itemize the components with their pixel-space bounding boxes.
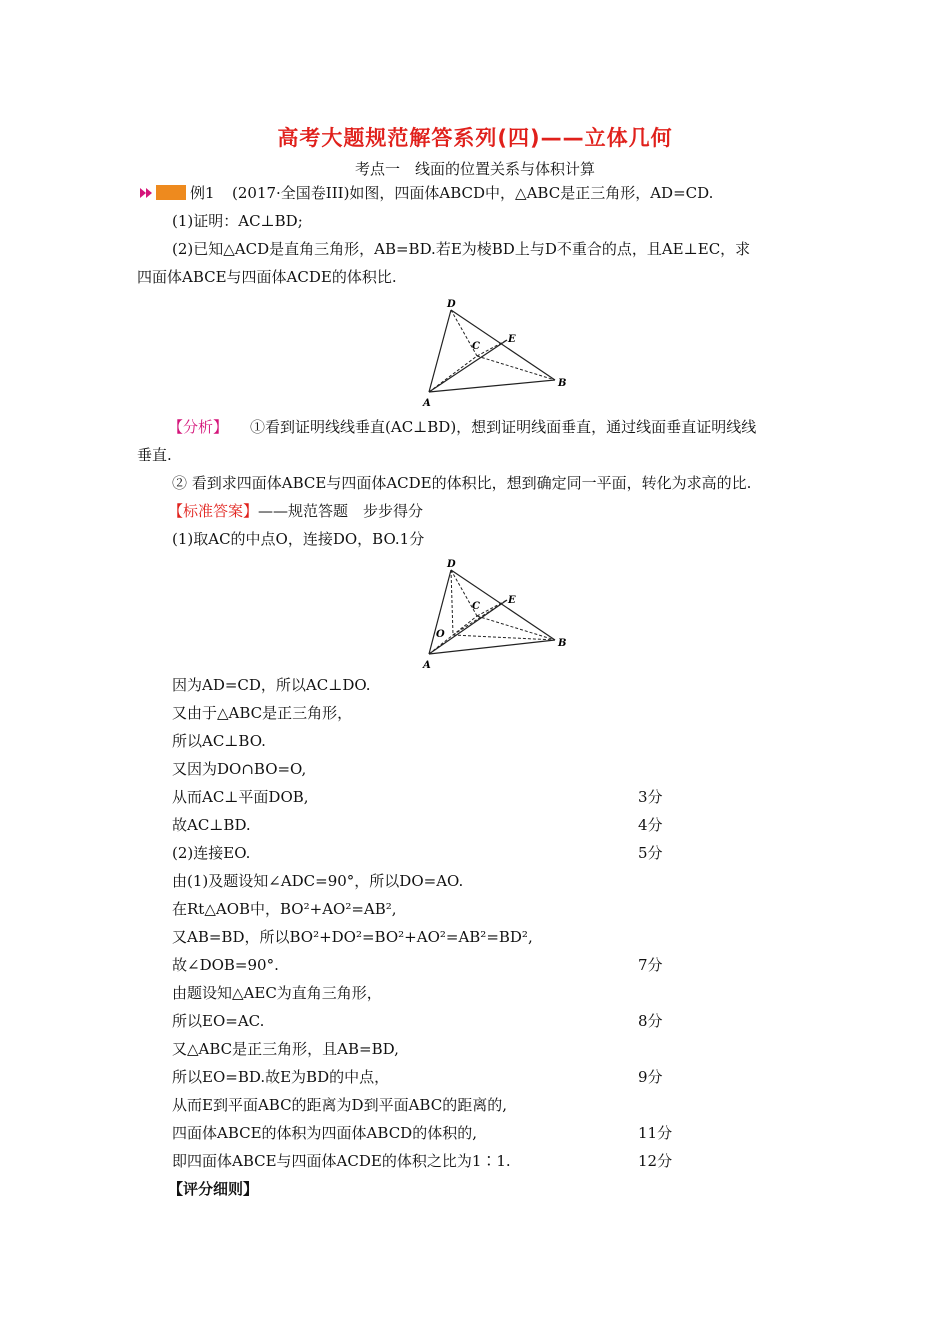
proof-line: 所以EO=BD.故E为BD的中点， <box>172 1068 390 1086</box>
score-label: 3分 <box>638 788 663 806</box>
section-subtitle: 考点一 线面的位置关系与体积计算 <box>354 160 595 178</box>
analysis-line1 <box>168 416 756 438</box>
score-label: 9分 <box>638 1068 663 1086</box>
scoring-details-heading: 【评分细则】 <box>168 1180 259 1198</box>
label-c: C <box>472 601 480 612</box>
label-o: O <box>436 629 445 640</box>
label-e: E <box>508 595 516 606</box>
label-a: A <box>423 398 431 409</box>
tetrahedron-figure-2 <box>410 556 580 672</box>
proof-line: 又由于△ABC是正三角形， <box>172 704 353 722</box>
analysis-line2: 垂直. <box>137 446 172 464</box>
proof-line: 即四面体ABCE与四面体ACDE的体积之比为1∶1. <box>172 1152 511 1170</box>
label-b: B <box>558 378 567 389</box>
proof-line: (2)连接EO. <box>172 844 251 862</box>
score-label: 5分 <box>638 844 663 862</box>
label-e: E <box>508 334 516 345</box>
proof-line: 四面体ABCE的体积为四面体ABCD的体积的, <box>172 1124 477 1142</box>
score-label: 7分 <box>638 956 663 974</box>
answer-header <box>168 500 423 522</box>
proof-line: 又△ABC是正三角形，且AB=BD, <box>172 1040 399 1058</box>
proof-line: 在Rt△AOB中，BO²+AO²=AB², <box>172 900 397 918</box>
proof-line: 所以AC⊥BO. <box>172 732 266 750</box>
example-tag-box <box>156 185 186 200</box>
answer-step-1: (1)取AC的中点O，连接DO，BO.1分 <box>172 530 425 548</box>
score-label: 4分 <box>638 816 663 834</box>
answer-tag-suffix: ——规范答题 步步得分 <box>258 502 424 520</box>
label-d: D <box>447 299 456 310</box>
proof-line: 又AB=BD，所以BO²+DO²=BO²+AO²=AB²=BD², <box>172 928 533 946</box>
tetrahedron-figure-1 <box>410 296 580 412</box>
proof-line: 因为AD=CD，所以AC⊥DO. <box>172 676 371 694</box>
score-label: 12分 <box>638 1152 673 1170</box>
score-label: 11分 <box>638 1124 673 1142</box>
proof-line: 故∠DOB=90°. <box>172 956 279 974</box>
analysis-tag: 【分析】 <box>168 418 229 436</box>
question-2-line2: 四面体ABCE与四面体ACDE的体积比. <box>137 268 397 286</box>
proof-line: 由题设知△AEC为直角三角形， <box>172 984 382 1002</box>
label-d: D <box>447 559 456 570</box>
proof-line: 由(1)及题设知∠ADC=90°，所以DO=AO. <box>172 872 464 890</box>
question-2-line1: (2)已知△ACD是直角三角形，AB=BD.若E为棱BD上与D不重合的点，且AE⊥EC，求 <box>172 240 751 258</box>
analysis-line3: ② 看到求四面体ABCE与四面体ACDE的体积比，想到确定同一平面，转化为求高的比. <box>172 474 752 492</box>
label-a: A <box>423 660 431 671</box>
proof-line: 又因为DO∩BO=O, <box>172 760 307 778</box>
proof-line: 从而E到平面ABC的距离为D到平面ABC的距离的, <box>172 1096 507 1114</box>
question-1: (1)证明：AC⊥BD; <box>172 212 303 230</box>
label-c: C <box>472 341 480 352</box>
proof-line: 故AC⊥BD. <box>172 816 251 834</box>
score-label: 8分 <box>638 1012 663 1030</box>
example-text: (2017·全国卷III)如图，四面体ABCD中，△ABC是正三角形，AD=CD. <box>232 184 714 202</box>
answer-tag: 【标准答案】 <box>168 502 259 520</box>
label-b: B <box>558 638 567 649</box>
page-title: 高考大题规范解答系列(四)——立体几何 <box>277 126 673 150</box>
proof-line: 从而AC⊥平面DOB, <box>172 788 309 806</box>
example-label: 例1 <box>190 184 215 202</box>
analysis-text-1: ①看到证明线线垂直(AC⊥BD)，想到证明线面垂直，通过线面垂直证明线线 <box>250 418 757 436</box>
double-arrow-icon <box>140 186 156 200</box>
proof-line: 所以EO=AC. <box>172 1012 265 1030</box>
